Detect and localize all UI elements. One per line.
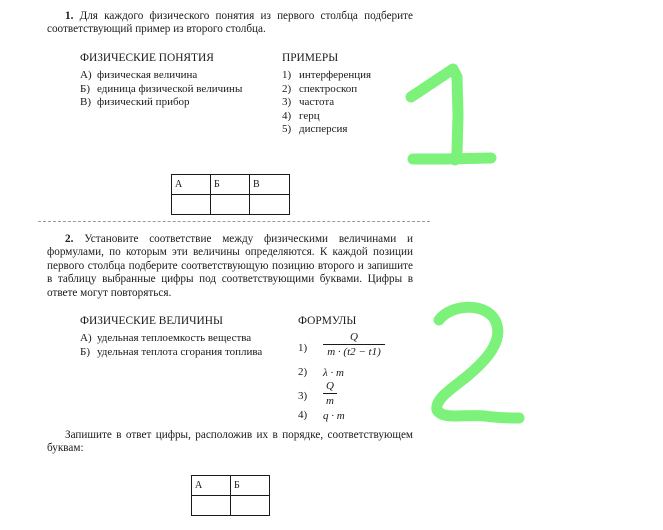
formula-denominator-3: m	[323, 393, 337, 408]
task1-right-list	[282, 69, 371, 137]
task2-left-header: ФИЗИЧЕСКИЕ ВЕЛИЧИНЫ	[80, 315, 223, 327]
task2-answer-table	[191, 475, 270, 516]
task2-statement	[47, 233, 413, 300]
task2-number: 2.	[65, 233, 74, 245]
list-item: 1) интерференция	[282, 69, 372, 81]
list-item: 3) частота	[282, 96, 335, 109]
answer-header-a: А	[172, 175, 211, 195]
task2-text: Установите соответствие между физическими величинами и формулами, по которым эти величины определяются. К каждой позиции первого столбца подберите соответствующую позицию второго и запишите в таблицу выбранные цифры под соответствующими буквами. Цифры в ответе могут повторяться.	[47, 233, 413, 299]
list-item: 4) герц	[282, 109, 320, 122]
list-item: А) физическая величина	[80, 69, 198, 81]
list-item: 5) дисперсия	[282, 123, 348, 136]
formula-numerator-1: Q	[350, 331, 358, 343]
answer-header-b: Б	[231, 476, 270, 496]
list-item: 2) спектроскоп	[282, 82, 358, 95]
answer-cell-v[interactable]	[250, 195, 290, 215]
formula-4: q · m	[323, 410, 345, 422]
formula-fraction-3	[323, 379, 337, 408]
answer-cell-b[interactable]	[211, 195, 250, 215]
handwritten-one-stroke	[411, 69, 491, 160]
task1-left-list	[80, 69, 242, 110]
task2-right-header: ФОРМУЛЫ	[298, 315, 357, 327]
formula-denominator-1: m · (t2 − t1)	[323, 344, 385, 359]
answer-cell-a[interactable]	[192, 496, 231, 516]
formula-2: λ · m	[323, 367, 344, 379]
section-divider	[38, 221, 430, 222]
task1-number: 1.	[65, 10, 74, 22]
formula-label-2: 2)	[298, 366, 308, 378]
list-item: В) физический прибор	[80, 96, 190, 109]
task1-right-header: ПРИМЕРЫ	[282, 52, 339, 64]
task1-answer-table	[171, 174, 290, 215]
formula-fraction-1	[323, 330, 385, 359]
formula-label-1: 1)	[298, 342, 308, 354]
task1-left-header: ФИЗИЧЕСКИЕ ПОНЯТИЯ	[80, 52, 214, 64]
answer-header-v: В	[250, 175, 290, 195]
list-item: А) удельная теплоемкость вещества	[80, 332, 252, 344]
list-item: Б) единица физической величины	[80, 82, 243, 95]
answer-cell-b[interactable]	[231, 496, 270, 516]
answer-header-a: А	[192, 476, 231, 496]
answer-header-b: Б	[211, 175, 250, 195]
handwritten-number-one	[395, 55, 505, 175]
task1-text: Для каждого физического понятия из первого столбца подберите соответствующий пример из второго столбца.	[47, 10, 413, 36]
list-item: Б) удельная теплота сгорания топлива	[80, 345, 263, 358]
formula-label-3: 3)	[298, 390, 308, 402]
formula-numerator-3: Q	[326, 380, 334, 392]
task1-statement	[47, 10, 413, 37]
answer-cell-a[interactable]	[172, 195, 211, 215]
task2-instruction: Запишите в ответ цифры, расположив их в порядке, соответствующем буквам:	[47, 429, 413, 455]
handwritten-number-two	[425, 300, 535, 430]
task2-left-list	[80, 332, 262, 359]
handwritten-two-stroke	[437, 307, 519, 418]
formula-label-4: 4)	[298, 409, 308, 421]
